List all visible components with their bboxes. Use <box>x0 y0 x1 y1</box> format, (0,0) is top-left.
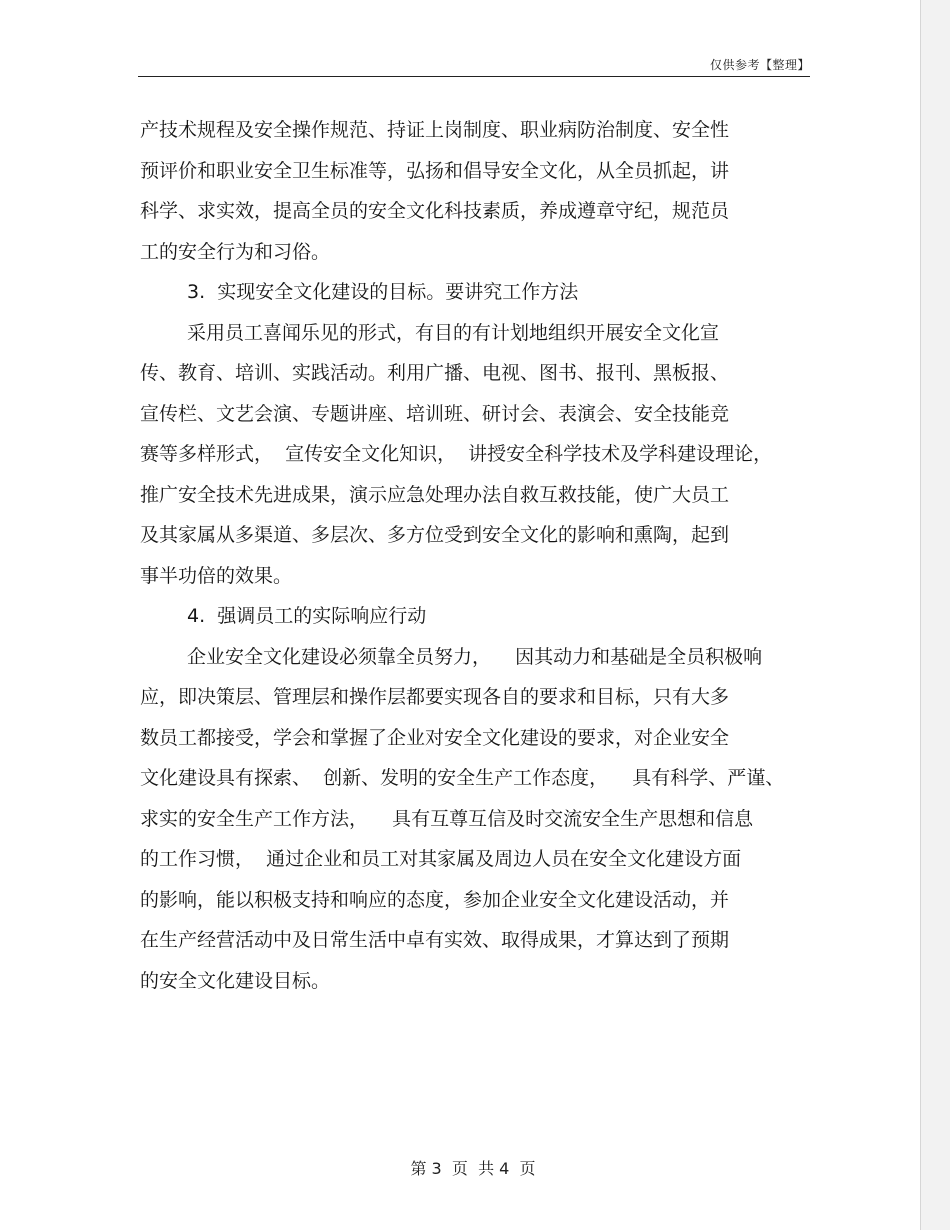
body-line: 推广安全技术先进成果，演示应急处理办法自救互救技能，使广大员工 <box>140 483 730 506</box>
body-line: 赛等多样形式， 宣传安全文化知识， 讲授安全科学技术及学科建设理论， <box>140 443 773 465</box>
body-line: 文化建设具有探索、 创新、发明的安全生产工作态度， 具有科学、严谨、 <box>140 767 785 789</box>
body-line: 的工作习惯， 通过企业和员工对其家属及周边人员在安全文化建设方面 <box>140 848 742 870</box>
paragraph-first-line: 企业安全文化建设必须靠全员努力， 因其动力和基础是全员积极响 <box>187 645 763 668</box>
body-line: 在生产经营活动中及日常生活中卓有实效、取得成果，才算达到了预期 <box>140 929 730 951</box>
body-line: 科学、求实效，提高全员的安全文化科技素质，养成遵章守纪，规范员 <box>140 200 730 222</box>
body-line: 数员工都接受，学会和掌握了企业对安全文化建设的要求，对企业安全 <box>140 726 730 749</box>
body-line: 传、教育、培训、实践活动。利用广播、电视、图书、报刊、黑板报、 <box>140 362 730 384</box>
body-line: 的影响，能以积极支持和响应的态度，参加企业安全文化建设活动，并 <box>140 888 730 911</box>
body-line: 应，即决策层、管理层和操作层都要实现各自的要求和目标，只有大多 <box>140 686 730 708</box>
viewer-background <box>920 0 950 1230</box>
page-number: 第 3 页 共 4 页 <box>410 1159 536 1178</box>
paragraph-first-line: 采用员工喜闻乐见的形式，有目的有计划地组织开展安全文化宣 <box>187 321 720 344</box>
body-line: 宣传栏、文艺会演、专题讲座、培训班、研讨会、表演会、安全技能竞 <box>140 402 730 425</box>
page-body <box>140 110 820 1001</box>
body-line: 求实的安全生产工作方法， 具有互尊互信及时交流安全生产思想和信息 <box>140 807 754 830</box>
body-line: 预评价和职业安全卫生标准等，弘扬和倡导安全文化，从全员抓起，讲 <box>140 159 730 182</box>
body-line: 事半功倍的效果。 <box>140 564 293 587</box>
body-line: 产技术规程及安全操作规范、持证上岗制度、职业病防治制度、安全性 <box>140 119 730 141</box>
body-line: 及其家属从多渠道、多层次、多方位受到安全文化的影响和熏陶，起到 <box>140 524 730 546</box>
page-header <box>138 54 810 77</box>
section-heading-3: 3. 实现安全文化建设的目标。要讲究工作方法 <box>187 281 579 303</box>
body-line: 工的安全行为和习俗。 <box>140 240 331 263</box>
header-note: 仅供参考【整理】 <box>709 58 810 72</box>
section-heading-4: 4. 强调员工的实际响应行动 <box>187 605 427 627</box>
body-line: 的安全文化建设目标。 <box>140 969 331 992</box>
